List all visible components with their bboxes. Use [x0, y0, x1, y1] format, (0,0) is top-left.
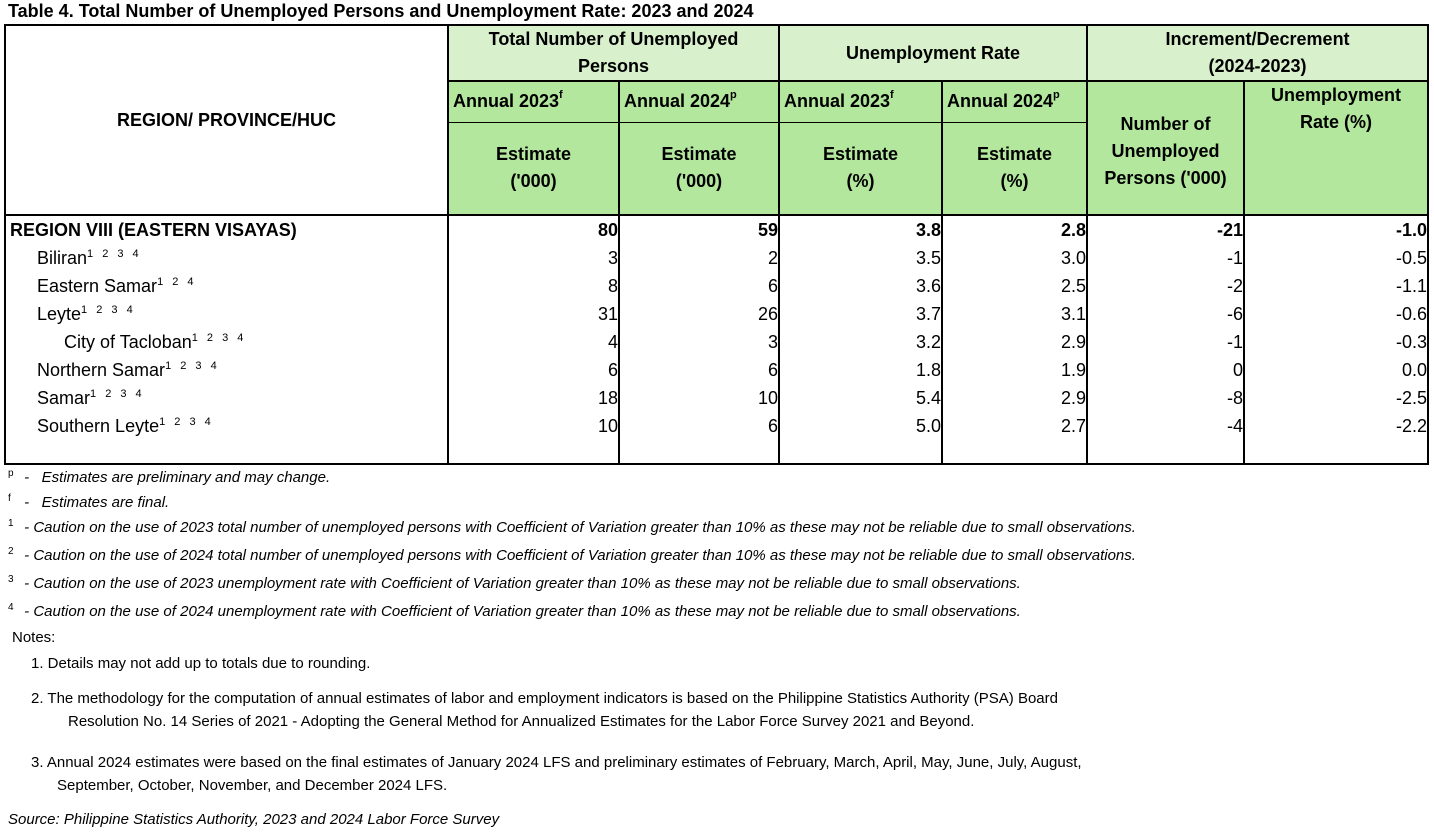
- increment-rate-cell: -1.0: [1244, 215, 1428, 244]
- increment-number-cell: -1: [1087, 328, 1244, 356]
- rate-2024-cell: 1.9: [942, 356, 1087, 384]
- increment-number-cell: -2: [1087, 272, 1244, 300]
- note-2-line2: Resolution No. 14 Series of 2021 - Adopting the General Method for Annualized Estimates for the Labor Force Survey 2021 and Beyond.: [68, 713, 975, 730]
- row-name: Eastern Samar: [37, 276, 158, 296]
- number-unemployed-header: Number of Unemployed Persons ('000): [1087, 81, 1244, 215]
- footnote-4: [8, 546, 1136, 564]
- footnote-text: - Caution on the use of 2024 total number of unemployed persons with Coefficient of Variation greater than 10% as these may not be reliable due to small observations.: [20, 547, 1136, 564]
- row-name: REGION VIII (EASTERN VISAYAS): [10, 220, 297, 240]
- annual-2024-header-rate: Annual 2024$^p$: [942, 81, 1087, 122]
- table-row: [5, 300, 1428, 328]
- region-column-header: REGION/ PROVINCE/HUC: [5, 25, 448, 215]
- unemployed-2023-cell: 8: [448, 272, 619, 300]
- row-name-cell: [5, 412, 448, 440]
- footnote-mark: 2: [8, 546, 14, 557]
- rate-2024-cell: 3.1: [942, 300, 1087, 328]
- unemployed-2024-cell: 59: [619, 215, 779, 244]
- unemployed-2023-cell: 10: [448, 412, 619, 440]
- table-row: [5, 272, 1428, 300]
- footnote-6: [8, 602, 1021, 620]
- row-footnote-markers: 1 2 4: [157, 276, 197, 288]
- note-3-line2: September, October, November, and December 2024 LFS.: [57, 777, 448, 794]
- footnote-3: [8, 518, 1136, 536]
- footnote-text: - Estimates are final.: [20, 494, 170, 511]
- footnote-mark: p: [8, 468, 14, 479]
- footnote-2: [8, 493, 169, 511]
- increment-rate-cell: 0.0: [1244, 356, 1428, 384]
- rate-group-header: Unemployment Rate: [779, 25, 1087, 81]
- table-row: [5, 384, 1428, 412]
- row-name-cell: [5, 356, 448, 384]
- spacer-cell: [619, 440, 779, 464]
- row-name-cell: [5, 272, 448, 300]
- source-line: Source: Philippine Statistics Authority, 2023 and 2024 Labor Force Survey: [8, 811, 500, 828]
- table-row: [5, 328, 1428, 356]
- row-name: Biliran: [37, 248, 88, 268]
- footnote-mark: 1: [8, 518, 14, 529]
- increment-rate-cell: -0.6: [1244, 300, 1428, 328]
- unemployed-2023-cell: 31: [448, 300, 619, 328]
- increment-number-cell: -21: [1087, 215, 1244, 244]
- unemployment-rate-pct-header: Unemployment Rate (%): [1244, 81, 1428, 215]
- table-title: Table 4. Total Number of Unemployed Persons and Unemployment Rate: 2023 and 2024: [8, 1, 754, 21]
- rate-2023-cell: 3.5: [779, 244, 942, 272]
- row-footnote-markers: 1 2 3 4: [191, 332, 247, 344]
- estimate-header-r2024: Estimate (%): [942, 122, 1087, 215]
- row-name: Samar: [37, 388, 91, 408]
- unemployed-2024-cell: 3: [619, 328, 779, 356]
- unemployed-2024-cell: 26: [619, 300, 779, 328]
- increment-number-cell: -4: [1087, 412, 1244, 440]
- spacer-cell: [1087, 440, 1244, 464]
- footnote-text: - Caution on the use of 2024 unemployment rate with Coefficient of Variation greater than 10% as these may not be reliable due to small observations.: [20, 603, 1021, 620]
- row-footnote-markers: 1 2 3 4: [165, 360, 220, 372]
- unemployed-2024-cell: 6: [619, 272, 779, 300]
- row-name-cell: [5, 328, 448, 356]
- rate-2024-cell: 2.9: [942, 384, 1087, 412]
- unemployed-2023-cell: 4: [448, 328, 619, 356]
- unemployed-2024-cell: 6: [619, 356, 779, 384]
- footnote-mark: 4: [8, 602, 14, 613]
- note-2-line1: 2. The methodology for the computation of annual estimates of labor and employment indicators is based on the Philippine Statistics Authority (PSA) Board: [31, 690, 1058, 707]
- unemployed-2024-cell: 2: [619, 244, 779, 272]
- rate-2024-cell: 2.9: [942, 328, 1087, 356]
- rate-2023-cell: 3.6: [779, 272, 942, 300]
- unemployed-2024-cell: 6: [619, 412, 779, 440]
- table-body: [5, 215, 1428, 464]
- rate-2023-cell: 3.7: [779, 300, 942, 328]
- row-name-cell: [5, 215, 448, 244]
- rate-2023-cell: 3.2: [779, 328, 942, 356]
- increment-number-cell: -1: [1087, 244, 1244, 272]
- rate-2024-cell: 3.0: [942, 244, 1087, 272]
- unemployed-group-header: Total Number of Unemployed Persons: [448, 25, 779, 81]
- increment-rate-cell: -2.5: [1244, 384, 1428, 412]
- row-name: Northern Samar: [37, 360, 166, 380]
- row-name: Leyte: [37, 304, 82, 324]
- footnote-mark: 3: [8, 574, 14, 585]
- row-name: Southern Leyte: [37, 416, 160, 436]
- row-name-cell: [5, 384, 448, 412]
- annual-2023-header-rate: Annual 2023$^f$: [779, 81, 942, 122]
- rate-2023-cell: 1.8: [779, 356, 942, 384]
- annual-2024-header-unemployed: Annual 2024$^p$: [619, 81, 779, 122]
- note-1: 1. Details may not add up to totals due to rounding.: [31, 655, 371, 672]
- increment-header-line2: (2024-2023): [1208, 56, 1307, 76]
- table-row: [5, 356, 1428, 384]
- unemployed-2023-cell: 6: [448, 356, 619, 384]
- table-row: [5, 412, 1428, 440]
- footnote-1: [8, 468, 330, 486]
- increment-number-cell: -6: [1087, 300, 1244, 328]
- footnote-5: [8, 574, 1021, 592]
- unemployed-2023-cell: 3: [448, 244, 619, 272]
- increment-rate-cell: -0.3: [1244, 328, 1428, 356]
- increment-rate-cell: -1.1: [1244, 272, 1428, 300]
- spacer-cell: [779, 440, 942, 464]
- table-row: [5, 215, 1428, 244]
- estimate-header-r2023: Estimate (%): [779, 122, 942, 215]
- row-footnote-markers: 1 2 3 4: [81, 304, 136, 316]
- row-footnote-markers: 1 2 3 4: [87, 248, 142, 260]
- spacer-cell: [5, 440, 448, 464]
- footnote-text: - Caution on the use of 2023 unemployment rate with Coefficient of Variation greater than 10% as these may not be reliable due to small observations.: [20, 575, 1021, 592]
- increment-number-cell: 0: [1087, 356, 1244, 384]
- increment-number-cell: -8: [1087, 384, 1244, 412]
- table-spacer-row: [5, 440, 1428, 464]
- rate-2024-cell: 2.5: [942, 272, 1087, 300]
- estimate-header-u2024: Estimate ('000): [619, 122, 779, 215]
- note-3-line1: 3. Annual 2024 estimates were based on the final estimates of January 2024 LFS and preliminary estimates of February, March, April, May, June, July, August,: [31, 754, 1082, 771]
- increment-rate-cell: -0.5: [1244, 244, 1428, 272]
- annual-2023-header-unemployed: Annual 2023$^f$: [448, 81, 619, 122]
- notes-heading: Notes:: [12, 629, 56, 646]
- rate-2023-cell: 3.8: [779, 215, 942, 244]
- table-row: [5, 244, 1428, 272]
- unemployed-2023-cell: 18: [448, 384, 619, 412]
- footnote-text: - Estimates are preliminary and may change.: [20, 469, 331, 486]
- spacer-cell: [448, 440, 619, 464]
- row-name-cell: [5, 300, 448, 328]
- unemployment-table: [4, 24, 1429, 465]
- row-footnote-markers: 1 2 3 4: [90, 388, 145, 400]
- rate-2024-cell: 2.8: [942, 215, 1087, 244]
- increment-group-header: [1087, 25, 1428, 81]
- footnote-mark: f: [8, 493, 11, 504]
- rate-2023-cell: 5.0: [779, 412, 942, 440]
- increment-rate-cell: -2.2: [1244, 412, 1428, 440]
- footnote-text: - Caution on the use of 2023 total number of unemployed persons with Coefficient of Variation greater than 10% as these may not be reliable due to small observations.: [20, 519, 1136, 536]
- increment-header-line1: Increment/Decrement: [1165, 29, 1350, 49]
- estimate-header-u2023: Estimate ('000): [448, 122, 619, 215]
- row-name-cell: [5, 244, 448, 272]
- unemployed-2023-cell: 80: [448, 215, 619, 244]
- rate-2023-cell: 5.4: [779, 384, 942, 412]
- unemployed-2024-cell: 10: [619, 384, 779, 412]
- row-name: City of Tacloban: [64, 332, 192, 352]
- rate-2024-cell: 2.7: [942, 412, 1087, 440]
- spacer-cell: [942, 440, 1087, 464]
- spacer-cell: [1244, 440, 1428, 464]
- row-footnote-markers: 1 2 3 4: [159, 416, 214, 428]
